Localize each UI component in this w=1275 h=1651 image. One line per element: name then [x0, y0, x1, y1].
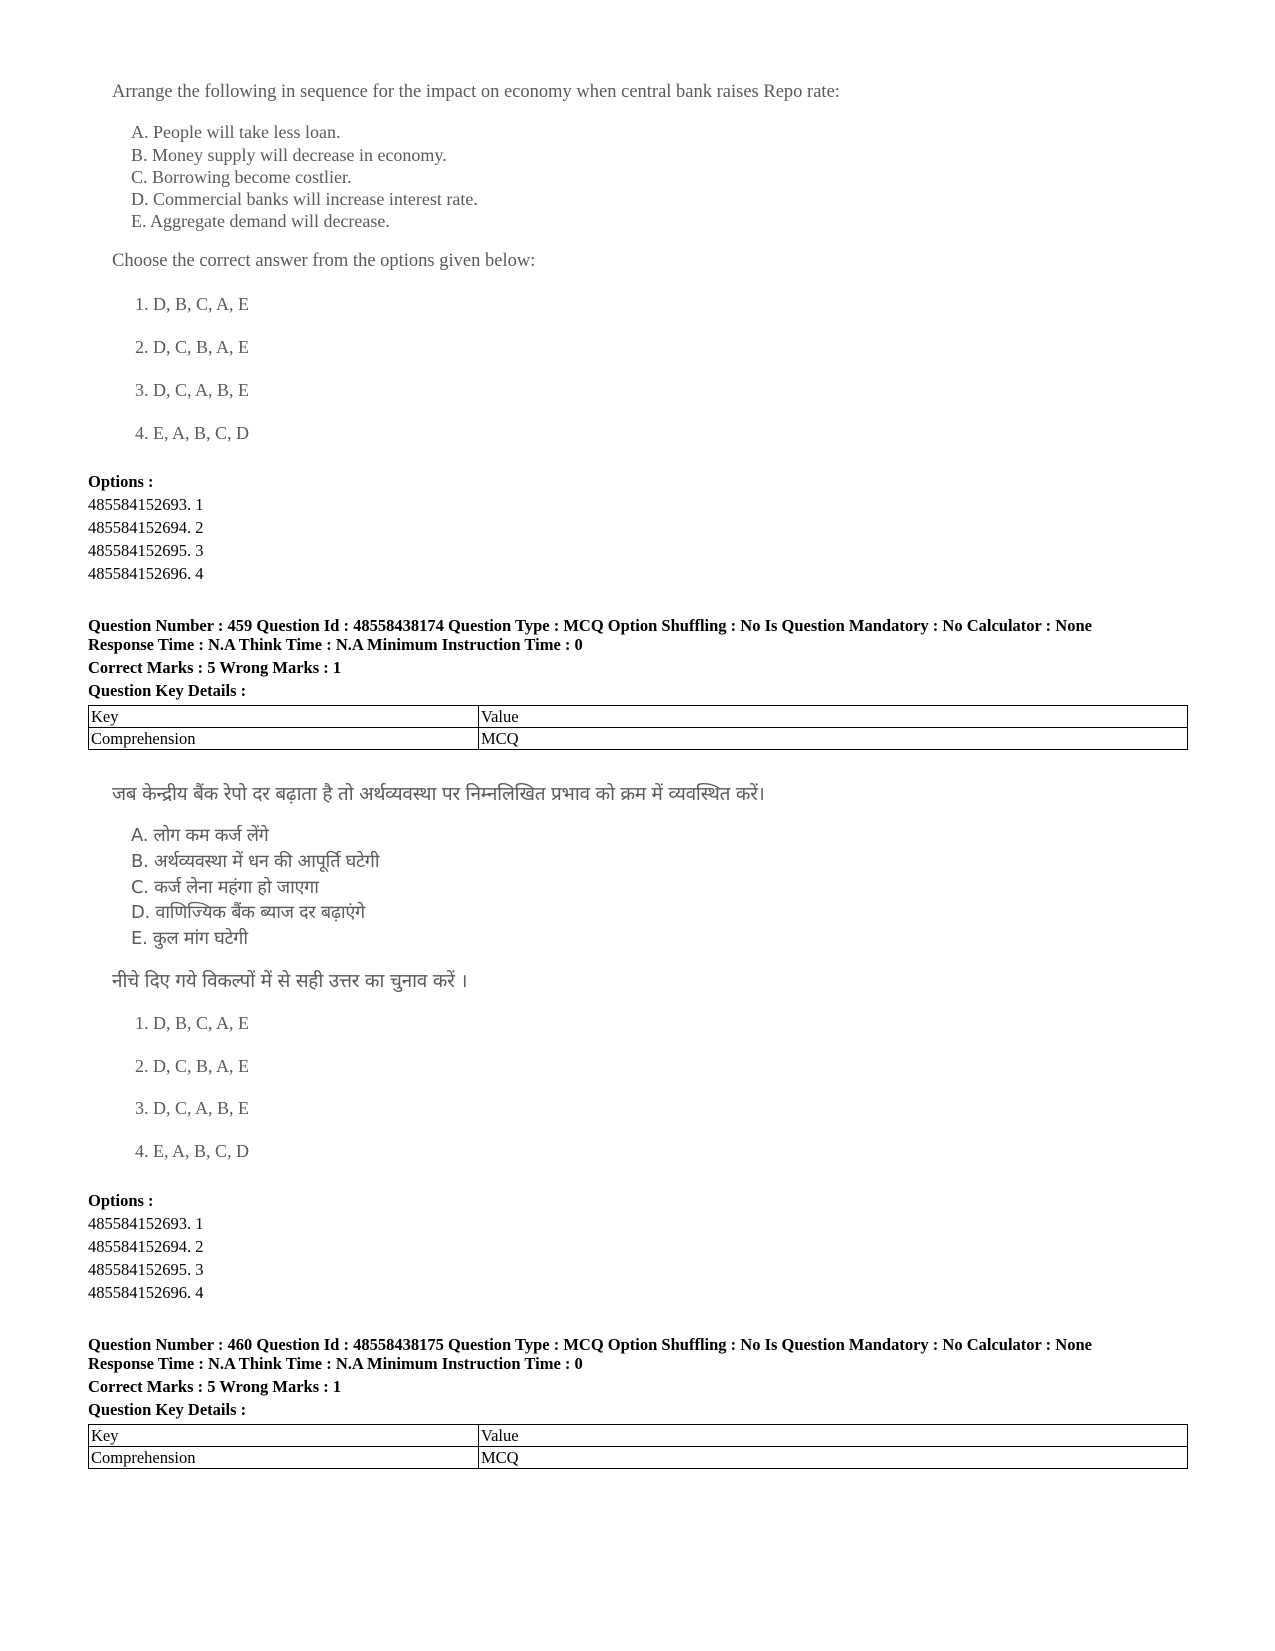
- table-header-row: [89, 706, 1188, 728]
- table-header-key: Key: [89, 706, 479, 728]
- question-meta-459: [88, 616, 1092, 654]
- marks-line: Correct Marks : 5 Wrong Marks : 1: [88, 1377, 342, 1396]
- option-1: 485584152693. 1: [88, 495, 204, 514]
- choice-2: 2. D, C, B, A, E: [135, 1056, 250, 1076]
- key-details-label: Question Key Details :: [88, 681, 247, 700]
- option-3: 485584152695. 3: [88, 1260, 204, 1279]
- statement-b: B. Money supply will decrease in economy.: [131, 145, 447, 165]
- table-header-value: Value: [479, 1425, 1188, 1447]
- table-cell-key: Comprehension: [89, 1447, 479, 1469]
- table-cell-value: MCQ: [479, 1447, 1188, 1469]
- choice-4: 4. E, A, B, C, D: [135, 1141, 250, 1161]
- choose-instruction: Choose the correct answer from the options given below:: [112, 251, 536, 271]
- statement-d: D. Commercial banks will increase interest rate.: [131, 189, 478, 209]
- key-details-table: [88, 705, 1188, 750]
- statement-d: D. वाणिज्यिक बैंक ब्याज दर बढ़ाएंगे: [131, 902, 365, 923]
- statement-a: A. People will take less loan.: [131, 122, 341, 142]
- question-meta-460: [88, 1335, 1092, 1373]
- option-1: 485584152693. 1: [88, 1214, 204, 1233]
- key-details-label: Question Key Details :: [88, 1400, 247, 1419]
- table-header-key: Key: [89, 1425, 479, 1447]
- question-stem: जब केन्द्रीय बैंक रेपो दर बढ़ाता है तो अर्थव्यवस्था पर निम्नलिखित प्रभाव को क्रम में व्यवस्थित करें।: [112, 783, 765, 805]
- table-cell-value: MCQ: [479, 728, 1188, 750]
- option-3: 485584152695. 3: [88, 541, 204, 560]
- statement-c: C. कर्ज लेना महंगा हो जाएगा: [131, 877, 319, 898]
- question-stem: Arrange the following in sequence for the impact on economy when central bank raises Repo rate:: [112, 82, 840, 102]
- key-details-table: [88, 1424, 1188, 1469]
- choice-1: 1. D, B, C, A, E: [135, 294, 250, 314]
- table-cell-key: Comprehension: [89, 728, 479, 750]
- question-meta-line2: Response Time : N.A Think Time : N.A Minimum Instruction Time : 0: [88, 635, 583, 654]
- statement-e: E. कुल मांग घटेगी: [131, 928, 248, 949]
- statement-b: B. अर्थव्यवस्था में धन की आपूर्ति घटेगी: [131, 851, 380, 872]
- choice-1: 1. D, B, C, A, E: [135, 1013, 250, 1033]
- options-label: Options :: [88, 472, 154, 491]
- choice-3: 3. D, C, A, B, E: [135, 380, 250, 400]
- option-4: 485584152696. 4: [88, 1283, 204, 1302]
- question-meta-line2: Response Time : N.A Think Time : N.A Minimum Instruction Time : 0: [88, 1354, 583, 1373]
- choice-4: 4. E, A, B, C, D: [135, 423, 250, 443]
- choose-instruction: नीचे दिए गये विकल्पों में से सही उत्तर का चुनाव करें ।: [112, 970, 468, 992]
- option-2: 485584152694. 2: [88, 518, 204, 537]
- table-row: [89, 728, 1188, 750]
- options-label: Options :: [88, 1191, 154, 1210]
- option-4: 485584152696. 4: [88, 564, 204, 583]
- statement-c: C. Borrowing become costlier.: [131, 167, 352, 187]
- option-2: 485584152694. 2: [88, 1237, 204, 1256]
- question-meta-line1: Question Number : 460 Question Id : 48558438175 Question Type : MCQ Option Shuffling : No Is Question Mandatory : No Calculator : None: [88, 1335, 1092, 1354]
- choice-3: 3. D, C, A, B, E: [135, 1098, 250, 1118]
- table-header-value: Value: [479, 706, 1188, 728]
- question-meta-line1: Question Number : 459 Question Id : 48558438174 Question Type : MCQ Option Shuffling : No Is Question Mandatory : No Calculator : None: [88, 616, 1092, 635]
- statement-e: E. Aggregate demand will decrease.: [131, 211, 390, 231]
- statement-a: A. लोग कम कर्ज लेंगे: [131, 825, 269, 846]
- table-header-row: [89, 1425, 1188, 1447]
- choice-2: 2. D, C, B, A, E: [135, 337, 250, 357]
- marks-line: Correct Marks : 5 Wrong Marks : 1: [88, 658, 342, 677]
- table-row: [89, 1447, 1188, 1469]
